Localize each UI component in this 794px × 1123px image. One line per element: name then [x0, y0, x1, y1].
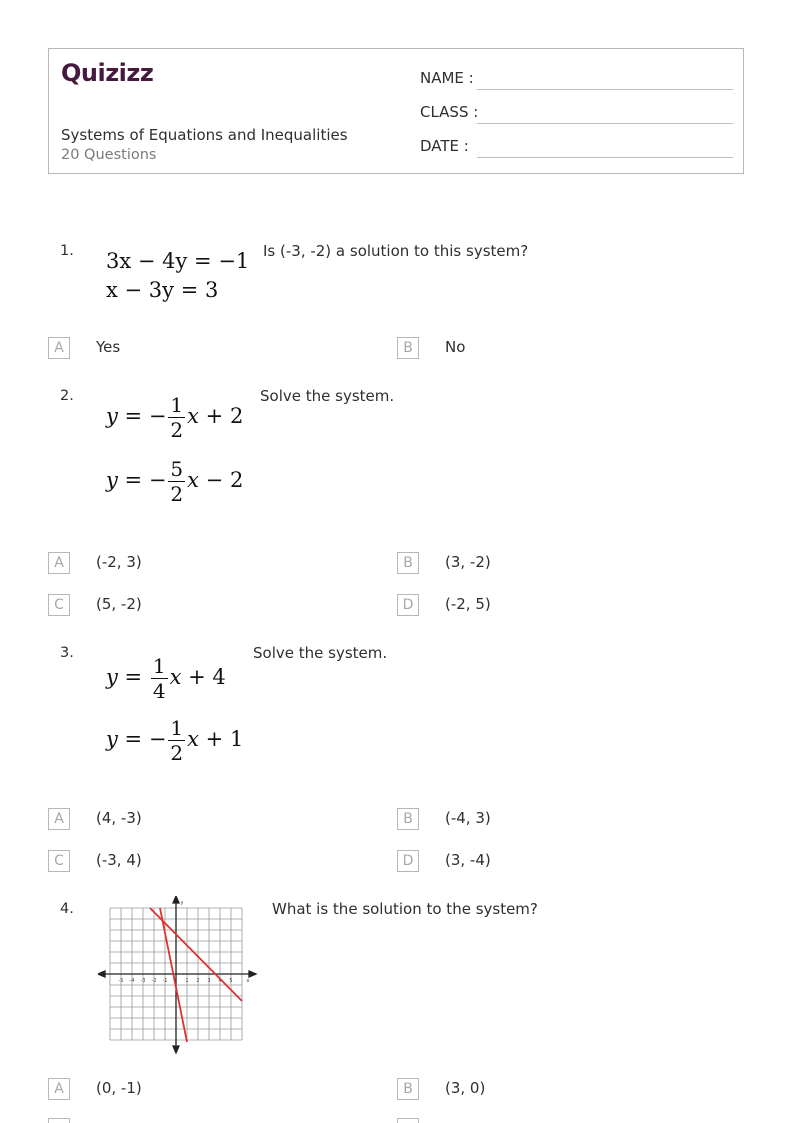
option-box[interactable]: D — [397, 850, 419, 872]
option-box[interactable]: C — [48, 850, 70, 872]
option-box[interactable]: B — [397, 552, 419, 574]
class-label: CLASS : — [420, 103, 479, 121]
option-text[interactable]: (-3, 4) — [96, 851, 142, 869]
option-text[interactable]: (-4, 3) — [445, 809, 491, 827]
tick-label: -5 — [118, 978, 124, 984]
question-prompt: Solve the system. — [260, 387, 395, 405]
date-field[interactable] — [477, 157, 733, 158]
equation — [106, 249, 249, 273]
option-box[interactable]: A — [48, 337, 70, 359]
option-box[interactable]: D — [397, 594, 419, 616]
tick-label: 5 — [229, 978, 233, 984]
equation — [106, 278, 218, 302]
tick-label: 3 — [207, 978, 211, 984]
option-box[interactable]: B — [397, 337, 419, 359]
question-prompt: Solve the system. — [253, 644, 388, 662]
option-box[interactable] — [397, 1118, 419, 1123]
graph-line-1 — [150, 908, 242, 1001]
option-box[interactable]: A — [48, 1078, 70, 1100]
question-number: 2. — [60, 388, 74, 404]
fraction: $\frac{1}{2}$ — [170, 716, 184, 765]
x-axis-label: x — [246, 978, 250, 984]
tick-label: -3 — [140, 978, 146, 984]
option-text[interactable]: (-2, 5) — [445, 595, 491, 613]
option-box[interactable]: A — [48, 552, 70, 574]
option-box[interactable]: A — [48, 808, 70, 830]
question-number: 3. — [60, 645, 74, 661]
date-label: DATE : — [420, 137, 469, 155]
x-axis-arrow-right — [249, 971, 256, 977]
graph-line-2 — [160, 908, 187, 1042]
option-box[interactable]: B — [397, 808, 419, 830]
option-text[interactable]: (3, 0) — [445, 1079, 486, 1097]
question-prompt: What is the solution to the system? — [272, 900, 538, 918]
y-axis-arrow-top — [173, 896, 179, 903]
option-text[interactable]: (5, -2) — [96, 595, 142, 613]
equation-text: x − 3y = 3 — [106, 278, 219, 302]
quizizz-logo: Quizizz — [61, 59, 154, 87]
equation: y = $\frac{1}{4}$ x + 4 — [106, 654, 226, 703]
question-count: 20 Questions — [61, 147, 157, 163]
y-axis-label: y — [180, 900, 184, 906]
option-text[interactable]: (3, -2) — [445, 553, 491, 571]
equation: y = − $\frac{1}{2}$ x + 1 — [106, 716, 244, 765]
question-number: 4. — [60, 901, 74, 917]
option-text[interactable]: Yes — [96, 338, 121, 356]
tick-label: 4 — [218, 978, 222, 984]
option-text[interactable]: No — [445, 338, 466, 356]
coordinate-graph — [98, 896, 258, 1054]
equation-text: 3x − 4y = −1 — [106, 249, 250, 273]
option-box[interactable] — [48, 1118, 70, 1123]
option-box[interactable]: C — [48, 594, 70, 616]
name-field[interactable] — [477, 89, 733, 90]
tick-label: 2 — [196, 978, 200, 984]
worksheet-title: Systems of Equations and Inequalities — [61, 126, 348, 144]
option-text[interactable]: (0, -1) — [96, 1079, 142, 1097]
worksheet-header — [48, 48, 744, 174]
fraction: $\frac{1}{4}$ — [152, 654, 166, 703]
tick-label: 1 — [185, 978, 189, 984]
tick-label: -4 — [129, 978, 135, 984]
class-field[interactable] — [477, 123, 733, 124]
equation: y = − $\frac{1}{2}$ x + 2 — [106, 393, 244, 442]
question-number: 1. — [60, 243, 74, 259]
x-axis-arrow-left — [98, 971, 105, 977]
option-box[interactable]: B — [397, 1078, 419, 1100]
fraction: $\frac{5}{2}$ — [170, 457, 184, 506]
question-prompt: Is (-3, -2) a solution to this system? — [263, 242, 529, 260]
y-axis-arrow-bottom — [173, 1046, 179, 1053]
option-text[interactable]: (4, -3) — [96, 809, 142, 827]
fraction: $\frac{1}{2}$ — [170, 393, 184, 442]
equation: y = − $\frac{5}{2}$ x − 2 — [106, 457, 244, 506]
name-label: NAME : — [420, 69, 474, 87]
tick-label: -1 — [162, 978, 168, 984]
option-text[interactable]: (3, -4) — [445, 851, 491, 869]
option-text[interactable]: (-2, 3) — [96, 553, 142, 571]
tick-label: -2 — [151, 978, 157, 984]
